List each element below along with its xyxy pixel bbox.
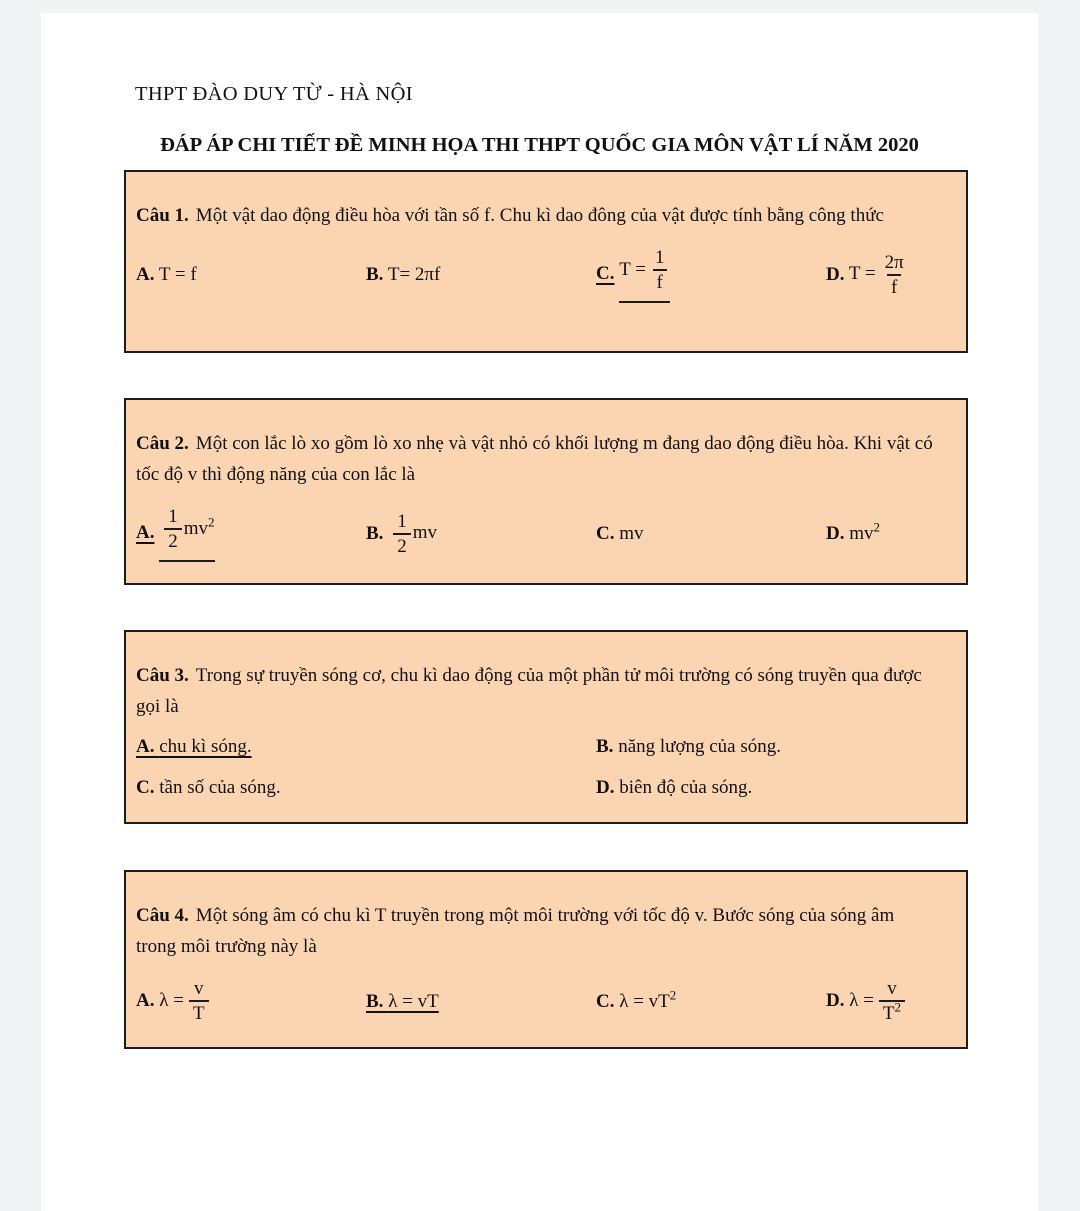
option-line [826,978,907,1024]
question-box [124,870,968,1049]
fraction-denominator: 2 [393,533,411,558]
options-grid [136,506,938,562]
option-letter: D. [826,523,845,544]
option-line [596,247,670,293]
question-text: Câu 4. Một sóng âm có chu kì T truyền trong một môi trường với tốc độ v. Bước sóng của sóng âm trong môi trường này là [136,905,895,957]
fraction-denominator: f [653,269,667,294]
fraction-numerator: 2π [884,251,904,273]
superscript: 2 [208,514,215,530]
option-line [596,987,677,1012]
option-a [136,736,596,758]
option-line [136,506,215,552]
fraction-numerator: 1 [654,247,665,268]
option-line [136,264,197,285]
option-line [136,978,211,1024]
fraction [881,252,908,299]
fraction-numerator: 1 [397,510,407,532]
fraction [651,247,669,294]
document-page [41,13,1038,1211]
option-line [596,777,752,798]
option-letter: A. [136,989,155,1011]
question-box [124,170,968,353]
fraction-denominator: 2 [164,528,182,553]
option-line [366,991,439,1012]
question-box [124,398,968,585]
option-letter: D. [826,263,845,285]
option-c [596,523,826,545]
options-grid [136,247,938,303]
option-d [826,252,938,299]
option-content: T = f [158,264,197,285]
question-box [124,630,968,824]
option-content: λ = vT [388,990,439,1012]
option-d [826,519,938,545]
option-content: T = $\frac{1}{f}$ [619,247,670,303]
option-content: $mv^2$ [849,519,881,544]
fraction [189,978,209,1025]
option-content: năng lượng của sóng. [618,736,782,757]
option-d [596,777,938,799]
option-b [596,736,938,758]
option-content: λ = $\frac{v}{T}$ [159,990,210,1011]
superscript: 2 [669,987,677,1003]
option-line [366,510,437,557]
fraction-denominator: $T^2$ [879,1000,905,1025]
option-letter: D. [826,989,845,1011]
question-text: Câu 1. Một vật dao động điều hòa với tần số f. Chu kì dao đông của vật được tính bằng công thức [136,205,884,226]
option-b [366,991,596,1013]
option-letter: D. [596,777,615,798]
fraction [879,978,905,1025]
option-letter: A. [136,264,155,285]
superscript: 2 [894,999,902,1015]
school-name: THPT ĐÀO DUY TỪ - HÀ NỘI [135,83,413,105]
option-line [136,736,252,757]
option-line [596,523,644,544]
option-d [826,978,938,1025]
option-letter: C. [596,523,615,544]
document-title: ĐÁP ÁP CHI TIẾT ĐỀ MINH HỌA THI THPT QUỐC GIA MÔN VẬT LÍ NĂM 2020 [160,134,919,156]
option-content: tần số của sóng. [159,777,281,798]
option-content: $\frac{1}{2}$ mv [388,522,437,543]
fraction [393,511,411,558]
option-letter: A. [136,522,155,544]
option-line [826,519,881,544]
option-content: $\lambda = vT^2$ [619,987,677,1012]
option-a [136,978,366,1025]
option-b [366,264,596,286]
option-content: $\frac{1}{2}$ $mv^2$ [159,506,214,562]
fraction-numerator: v [193,978,204,999]
question-label: Câu 3. [136,665,189,686]
fraction-denominator: f [887,274,901,299]
fraction-numerator: 1 [168,506,178,527]
options-grid [136,736,938,799]
fraction [164,506,182,553]
option-content: chu kì sóng. [159,736,252,757]
option-letter: B. [366,522,384,544]
option-c [136,777,596,799]
option-line [596,736,781,757]
option-content: T= 2πf [387,264,441,285]
question-text: Câu 2. Một con lắc lò xo gồm lò xo nhẹ và vật nhỏ có khối lượng m đang dao động điều hòa. Khi vật có tốc độ v thì động năng của con lắc là [136,433,933,485]
option-letter: C. [596,990,615,1012]
fraction-denominator: T [189,1000,209,1025]
option-letter: B. [596,736,614,757]
option-a [136,264,366,286]
option-letter: B. [366,264,384,285]
option-letter: C. [596,263,615,285]
question-label: Câu 2. [136,433,189,454]
option-content: T = $\frac{2\pi}{f}$ [849,263,910,284]
option-line [366,264,440,285]
option-content: mv [619,523,644,544]
question-text: Câu 3. Trong sự truyền sóng cơ, chu kì dao động của một phần tử môi trường có sóng truyền qua được gọi là [136,665,922,717]
option-c [596,247,826,303]
option-line [136,777,281,798]
option-letter: B. [366,990,384,1012]
question-label: Câu 1. [136,205,189,226]
options-grid [136,978,938,1025]
option-letter: C. [136,777,155,798]
superscript: 2 [873,519,881,535]
option-b [366,511,596,558]
question-label: Câu 4. [136,905,189,926]
option-a [136,506,366,562]
option-content: λ = $\frac{v}{T^2}$ [849,990,907,1011]
option-c [596,987,826,1013]
option-letter: A. [136,736,155,757]
option-content: biên độ của sóng. [619,777,753,798]
fraction-numerator: v [887,978,897,999]
